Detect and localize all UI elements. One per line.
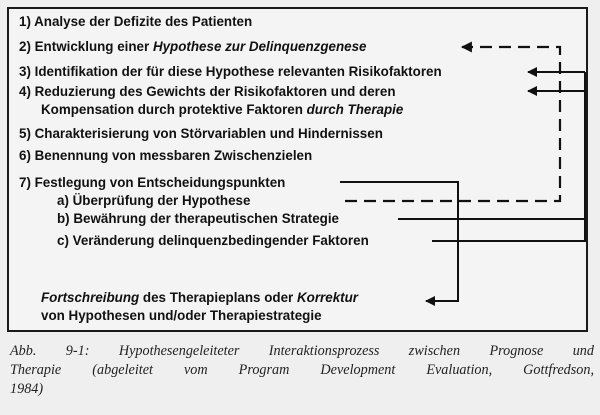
step-4-text: Kompensation durch protektive Faktoren — [41, 102, 307, 117]
footer-line2: von Hypothesen und/oder Therapiestrategie — [41, 308, 322, 323]
footer-fortschreibung: Fortschreibung — [41, 290, 140, 305]
caption-line-3: 1984) — [10, 381, 44, 397]
footer-middle: des Therapieplans oder — [139, 290, 297, 305]
step-2-text: 2) Entwicklung einer — [19, 39, 153, 54]
step-6: 6) Benennung von messbaren Zwischenzielen — [19, 148, 313, 163]
step-4-line1: 4) Reduzierung des Gewichts der Risikofaktoren und deren — [19, 84, 396, 99]
step-7: 7) Festlegung von Entscheidungspunkten — [19, 175, 286, 190]
step-5: 5) Charakterisierung von Störvariablen und Hindernissen — [19, 126, 383, 141]
step-7c: c) Veränderung delinquenzbedingender Faktoren — [57, 233, 369, 248]
step-3: 3) Identifikation der für diese Hypothese relevanten Risikofaktoren — [19, 64, 442, 79]
step-1: 1) Analyse der Defizite des Patienten — [19, 14, 253, 29]
dashed-feedback-arrow — [345, 47, 560, 201]
footer-korrektur: Korrektur — [296, 290, 358, 305]
step-7b: b) Bewährung der therapeutischen Strategie — [57, 211, 340, 226]
caption-line-1: Abb. 9-1: Hypothesengeleiteter Interaktionsprozess zwischen Prognose und — [10, 343, 594, 359]
step-7a: a) Überprüfung der Hypothese — [57, 193, 251, 208]
solid-loop-c — [432, 72, 585, 241]
caption-line-2: Therapie (abgeleitet vom Program Development Evaluation, Gottfredson, — [10, 362, 594, 378]
step-4-therapy: durch Therapie — [306, 102, 404, 117]
figure-caption — [10, 342, 594, 399]
step-2-hypothesis: Hypothese zur Delinquenzgenese — [152, 39, 367, 54]
